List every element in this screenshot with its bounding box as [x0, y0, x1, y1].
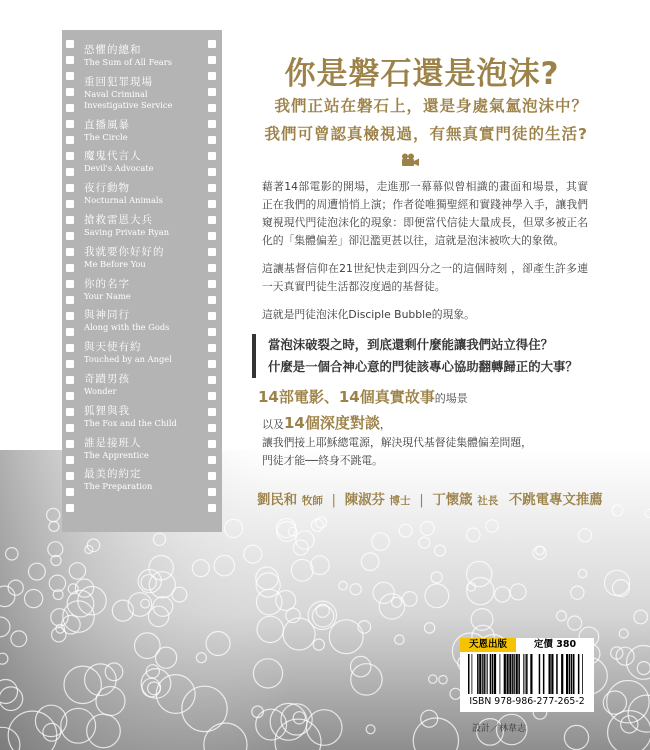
- film-perforation: [208, 232, 216, 240]
- film-title-zh: 夜行動物: [84, 182, 130, 195]
- film-perforations-left: [66, 40, 76, 520]
- recommenders: [257, 489, 603, 508]
- film-entry: [84, 437, 202, 461]
- barcode-block: [460, 638, 594, 712]
- film-title-en: The Sum of All Fears: [84, 57, 172, 67]
- promo-line-2-suffix: ，: [379, 418, 391, 431]
- barcode-bar: [571, 654, 573, 694]
- barcode-bar: [468, 654, 470, 694]
- film-entry: [84, 44, 202, 68]
- film-perforation: [208, 248, 216, 256]
- film-title-en: Nocturnal Animals: [84, 195, 163, 206]
- film-perforation: [208, 408, 216, 416]
- promo-description: [262, 434, 582, 470]
- barcode-bar: [561, 654, 563, 694]
- separator: |: [331, 493, 337, 508]
- barcode-bar: [556, 654, 558, 694]
- recommender-2-name: 陳淑芬: [344, 493, 385, 508]
- barcode-bar: [566, 654, 568, 694]
- film-perforation: [208, 424, 216, 432]
- film-perforation: [208, 40, 216, 48]
- film-title-zh: 你的名字: [84, 277, 130, 290]
- barcode-bar: [523, 654, 524, 694]
- film-title-en: The Apprentice: [84, 449, 149, 460]
- film-title-zh: 最美的約定: [84, 468, 142, 481]
- barcode-bar: [543, 654, 545, 694]
- film-perforation: [66, 344, 74, 352]
- barcode-bar: [483, 654, 485, 694]
- film-entry: [84, 246, 202, 270]
- recommender-2-title: 博士: [389, 495, 411, 507]
- publisher-label: 天恩出版: [460, 638, 516, 652]
- subheadline-line-2: 我們可曾認真檢視過，有無真實門徒的生活?: [264, 125, 588, 143]
- film-entry: [84, 278, 202, 302]
- barcode-bar: [518, 654, 520, 694]
- film-title-en: Devil's Advocate: [84, 163, 154, 174]
- film-perforation: [66, 296, 74, 304]
- film-title-zh: 直播風暴: [84, 118, 130, 131]
- film-entry: [84, 76, 202, 111]
- film-perforation: [208, 168, 216, 176]
- film-title-zh: 魔鬼代言人: [84, 150, 142, 163]
- barcode-bar: [549, 654, 551, 694]
- promo-line-2: [262, 412, 391, 433]
- barcode-bar: [530, 654, 532, 694]
- barcode-bar: [482, 654, 483, 694]
- film-title-zh: 搶救雷恩大兵: [84, 213, 153, 226]
- film-perforation: [66, 264, 74, 272]
- film-perforation: [66, 280, 74, 288]
- recommender-1-title: 牧師: [301, 495, 323, 507]
- film-perforation: [66, 136, 74, 144]
- highlight-line-2: 什麼是一個合神心意的門徒該專心協助翻轉歸正的大事？: [268, 359, 578, 374]
- barcode-bar: [551, 654, 553, 694]
- film-entry: [84, 309, 202, 333]
- film-perforation: [66, 104, 74, 112]
- film-perforation: [66, 72, 74, 80]
- barcode-bar: [539, 654, 541, 694]
- barcode-bar: [479, 654, 481, 694]
- film-perforation: [66, 88, 74, 96]
- isbn-number: ISBN 978-986-277-265-2: [469, 696, 585, 707]
- film-strip: [62, 30, 222, 532]
- film-perforation: [66, 152, 74, 160]
- barcode-bar: [494, 654, 496, 694]
- film-entry: [84, 468, 202, 492]
- film-perforation: [66, 456, 74, 464]
- barcode-bar: [569, 654, 571, 694]
- subheadline: [265, 92, 589, 148]
- film-perforation: [208, 72, 216, 80]
- barcode-bar: [487, 654, 488, 694]
- barcode-bar: [526, 654, 528, 694]
- barcode-bar: [486, 654, 487, 694]
- film-title-zh: 與神同行: [84, 309, 130, 322]
- film-title-zh: 恐懼的總和: [84, 44, 142, 56]
- film-title-zh: 重回犯罪現場: [84, 75, 153, 88]
- film-perforation: [208, 344, 216, 352]
- film-perforation: [208, 472, 216, 480]
- film-title-en: The Fox and the Child: [84, 417, 177, 428]
- film-title-en-line-2: Investigative Service: [84, 99, 173, 110]
- film-title-en: Me Before You: [84, 258, 146, 269]
- film-perforation: [208, 152, 216, 160]
- publisher-price-row: [460, 638, 594, 652]
- film-perforation: [208, 360, 216, 368]
- film-entry: [84, 214, 202, 238]
- film-title-zh: 狐狸與我: [84, 404, 130, 417]
- film-title-en: Your Name: [84, 290, 131, 301]
- film-title-en: Saving Private Ryan: [84, 226, 170, 237]
- film-perforation: [208, 216, 216, 224]
- film-perforation: [208, 296, 216, 304]
- barcode-image: [468, 654, 588, 694]
- barcode-bar: [509, 654, 511, 694]
- film-title-zh: 我就要你好好的: [84, 245, 165, 258]
- film-perforation: [66, 408, 74, 416]
- film-entry: [84, 405, 202, 429]
- film-perforation: [66, 120, 74, 128]
- film-perforation: [66, 424, 74, 432]
- film-title-en: Touched by an Angel: [84, 354, 172, 365]
- film-perforation: [66, 328, 74, 336]
- promo-line-1: [258, 386, 468, 407]
- price-label: 定價 380: [516, 638, 594, 652]
- designer-credit: 設計／林韋志: [472, 724, 527, 734]
- movie-camera-icon: [400, 153, 420, 167]
- film-title-en: Wonder: [84, 385, 117, 396]
- film-perforations-right: [208, 40, 218, 520]
- promo-dialogues: 14個深度對談: [284, 414, 380, 432]
- promo-films-stories: 14部電影、14個真實故事: [258, 388, 435, 406]
- film-entry: [84, 182, 202, 206]
- recommender-1-name: 劉民和: [257, 493, 298, 508]
- promo-prefix: 以及: [262, 418, 284, 431]
- highlight-line-1: 當泡沫破裂之時，到底還剩什麼能讓我們站立得住？: [268, 337, 553, 352]
- film-title-en: The Circle: [84, 131, 128, 142]
- promo-description-line-1: 讓我們接上耶穌總電源，解決現代基督徒集體偏差問題，: [262, 436, 532, 449]
- barcode-bar: [514, 654, 515, 694]
- synopsis-paragraph-2: 這讓基督信仰在21世紀快走到四分之一的這個時刻 ，卻產生許多連一天真實門徒生活都沒度過的基督徒。: [262, 262, 588, 293]
- film-perforation: [208, 264, 216, 272]
- barcode-bar: [492, 654, 494, 694]
- barcode-bar: [490, 654, 492, 694]
- film-perforation: [66, 184, 74, 192]
- film-entry: [84, 150, 202, 174]
- highlight-quote: [252, 334, 618, 378]
- film-entry: [84, 341, 202, 365]
- film-perforation: [66, 488, 74, 496]
- film-perforation: [66, 472, 74, 480]
- film-perforation: [208, 200, 216, 208]
- film-perforation: [208, 440, 216, 448]
- barcode-bar: [500, 654, 501, 694]
- barcode-bar: [582, 654, 583, 694]
- barcode-bar: [573, 654, 575, 694]
- film-perforation: [66, 504, 74, 512]
- barcode-bar: [512, 654, 514, 694]
- film-perforation: [66, 232, 74, 240]
- film-perforation: [66, 216, 74, 224]
- film-perforation: [66, 168, 74, 176]
- film-entry: [84, 119, 202, 143]
- barcode-bar: [578, 654, 580, 694]
- film-perforation: [66, 200, 74, 208]
- film-perforation: [66, 56, 74, 64]
- film-perforation: [208, 88, 216, 96]
- promo-suffix-scenes: 的場景: [434, 392, 468, 405]
- film-perforation: [208, 328, 216, 336]
- film-title-list: [84, 44, 202, 500]
- film-perforation: [208, 104, 216, 112]
- film-perforation: [66, 392, 74, 400]
- film-title-en: Along with the Gods: [84, 322, 170, 333]
- film-perforation: [208, 488, 216, 496]
- film-perforation: [208, 312, 216, 320]
- recommender-3-title: 社長: [477, 495, 499, 507]
- film-perforation: [208, 376, 216, 384]
- barcode-bar: [504, 654, 506, 694]
- film-perforation: [66, 40, 74, 48]
- synopsis-paragraph-3: 這就是門徒泡沫化Disciple Bubble的現象。: [262, 308, 475, 321]
- separator: |: [419, 493, 424, 508]
- synopsis: [262, 178, 588, 334]
- synopsis-paragraph-1: 藉著14部電影的開場，走進那一幕幕似曾相識的畫面和場景，其實正在我們的周遭悄悄上演；作者從唯獨聖經和實踐神學入手，讓我們窺視現代門徒泡沫化的現象：即便當代信徒大量成長，但眾多被正名化的「集體偏差」卻氾濫更甚以往，這就是泡沫被吹大的象徵。: [262, 180, 588, 247]
- film-title-en: The Preparation: [84, 481, 153, 492]
- headline: 你是磐石還是泡沫?: [284, 56, 560, 92]
- barcode-bar: [516, 654, 518, 694]
- film-title-zh: 奇蹟男孩: [84, 372, 130, 385]
- film-perforation: [66, 248, 74, 256]
- film-perforation: [208, 136, 216, 144]
- film-perforation: [208, 120, 216, 128]
- barcode-bar: [477, 654, 479, 694]
- film-title-zh: 誰是接班人: [84, 436, 142, 449]
- film-perforation: [66, 376, 74, 384]
- subheadline-line-1: 我們正站在磐石上，還是身處氣氳泡沫中？: [274, 97, 588, 115]
- film-perforation: [66, 440, 74, 448]
- film-entry: [84, 373, 202, 397]
- film-perforation: [208, 392, 216, 400]
- film-perforation: [66, 312, 74, 320]
- recommender-3-name: 丁懷箴: [432, 493, 473, 508]
- film-perforation: [66, 360, 74, 368]
- film-perforation: [208, 184, 216, 192]
- film-perforation: [208, 280, 216, 288]
- film-perforation: [208, 504, 216, 512]
- barcode-bar: [525, 654, 526, 694]
- barcode-bar: [507, 654, 509, 694]
- promo-description-line-2: 門徒才能──終身不跳電。: [262, 454, 383, 467]
- recommend-tagline: 不跳電專文推薦: [508, 493, 603, 508]
- barcode-bar: [472, 654, 473, 694]
- film-title-zh: 與天使有約: [84, 341, 142, 354]
- film-perforation: [208, 456, 216, 464]
- film-title-en: Naval Criminal: [84, 88, 148, 99]
- film-perforation: [208, 56, 216, 64]
